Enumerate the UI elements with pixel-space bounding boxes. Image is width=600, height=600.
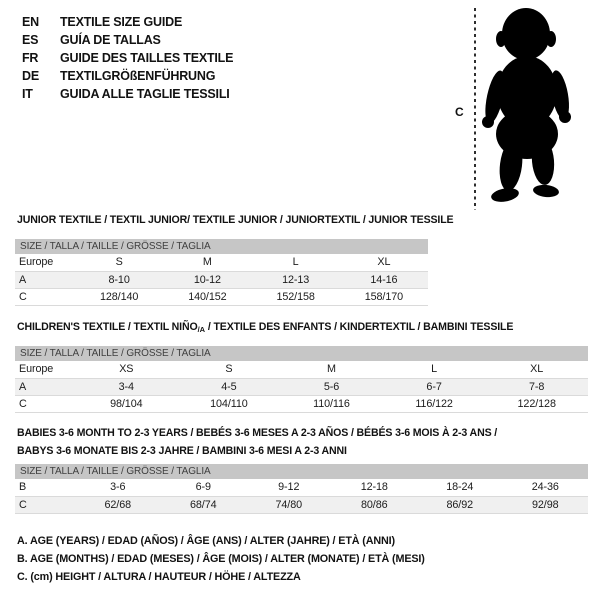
children-table [15, 361, 588, 413]
language-title-list [22, 13, 233, 103]
footnote-age-years: A. AGE (YEARS) / EDAD (AÑOS) / ÂGE (ANS) / ALTER (JAHRE) / ETÀ (ANNI) [17, 535, 395, 547]
children-size-table [15, 346, 588, 413]
size-cell: M [327, 363, 336, 376]
junior-size-header-bar: SIZE / TALLA / TAILLE / GRÖSSE / TAGLIA [15, 239, 428, 254]
value-cell: 9-12 [278, 481, 300, 494]
language-code: ES [22, 33, 39, 47]
table-row-height [15, 395, 588, 412]
value-cell: 6-7 [426, 380, 442, 393]
footnote-height-cm: C. (cm) HEIGHT / ALTURA / HAUTEUR / HÖHE / ALTEZZA [17, 571, 301, 583]
value-cell: 86/92 [446, 498, 474, 511]
value-cell: 14-16 [370, 273, 398, 286]
language-code: EN [22, 15, 39, 29]
babies-size-table [15, 464, 588, 514]
value-cell: 24-36 [531, 481, 559, 494]
row-label: B [19, 481, 27, 494]
children-title-rest: / TEXTILE DES ENFANTS / KINDERTEXTIL / BAMBINI TESSILE [205, 321, 514, 333]
size-cell: XL [377, 256, 391, 269]
table-row-age [15, 271, 428, 288]
value-cell: 152/158 [276, 290, 315, 303]
language-title: GUIDE DES TAILLES TEXTILE [60, 51, 234, 65]
language-row-it [22, 85, 233, 103]
language-title: GUÍA DE TALLAS [60, 33, 161, 47]
value-cell: 6-9 [195, 481, 211, 494]
value-cell: 110/116 [313, 397, 350, 410]
table-row-age-months [15, 479, 588, 496]
children-title-main: CHILDREN'S TEXTILE / TEXTIL NIÑO [17, 321, 198, 333]
size-cell: M [202, 256, 212, 269]
language-code: IT [22, 87, 33, 101]
value-cell: 3-6 [110, 481, 126, 494]
value-cell: 3-4 [118, 380, 134, 393]
value-cell: 7-8 [529, 380, 545, 393]
value-cell: 12-18 [360, 481, 388, 494]
value-cell: 140/152 [188, 290, 227, 303]
value-cell: 80/86 [360, 498, 388, 511]
babies-table [15, 479, 588, 514]
value-cell: 62/68 [104, 498, 132, 511]
row-label: C [19, 290, 27, 303]
value-cell: 5-6 [323, 380, 340, 393]
value-cell: 18-24 [446, 481, 474, 494]
value-cell: 92/98 [531, 498, 559, 511]
language-row-en [22, 13, 233, 31]
row-label: Europe [19, 256, 54, 269]
height-measure-dotted-line [474, 8, 476, 210]
table-row-height [15, 496, 588, 513]
row-label: A [19, 380, 27, 393]
row-label: A [19, 273, 27, 286]
language-code: FR [22, 51, 39, 65]
babies-section-title [17, 424, 497, 460]
value-cell: 158/170 [364, 290, 404, 303]
value-cell: 122/128 [517, 397, 556, 410]
footnote-age-months: B. AGE (MONTHS) / EDAD (MESES) / ÂGE (MOIS) / ALTER (MONATE) / ETÀ (MESI) [17, 553, 425, 565]
children-section-title [17, 321, 513, 334]
row-label: C [19, 397, 27, 410]
size-cell: S [225, 363, 233, 376]
size-cell: XL [530, 363, 544, 376]
value-cell: 104/110 [210, 397, 248, 410]
value-cell: 8-10 [108, 273, 130, 286]
language-title: GUIDA ALLE TAGLIE TESSILI [60, 87, 230, 101]
row-label: Europe [19, 363, 54, 376]
language-code: DE [22, 69, 39, 83]
value-cell: 68/74 [189, 498, 217, 511]
value-cell: 10-12 [193, 273, 221, 286]
value-cell: 128/140 [99, 290, 139, 303]
language-row-fr [22, 49, 233, 67]
language-title: TEXTILE SIZE GUIDE [60, 15, 183, 29]
size-cell: S [115, 256, 123, 269]
junior-table [15, 254, 428, 306]
table-row-europe [15, 254, 428, 271]
value-cell: 74/80 [275, 498, 303, 511]
table-row-europe [15, 361, 588, 378]
language-title: TEXTILGRÖßENFÜHRUNG [60, 69, 216, 83]
language-row-de [22, 67, 233, 85]
babies-title-line1: BABIES 3-6 MONTH TO 2-3 YEARS / BEBÉS 3-6 MESES A 2-3 AÑOS / BÉBÉS 3-6 MOIS À 2-3 ANS / [17, 427, 498, 439]
table-row-age [15, 378, 588, 395]
value-cell: 4-5 [221, 380, 237, 393]
value-cell: 12-13 [282, 273, 310, 286]
height-measure-label: C [455, 105, 464, 119]
value-cell: 116/122 [415, 397, 453, 410]
size-cell: XS [119, 363, 134, 376]
babies-size-header-bar: SIZE / TALLA / TAILLE / GRÖSSE / TAGLIA [15, 464, 588, 479]
junior-section-title: JUNIOR TEXTILE / TEXTIL JUNIOR/ TEXTILE JUNIOR / JUNIORTEXTIL / JUNIOR TESSILE [17, 214, 454, 226]
language-row-es [22, 31, 233, 49]
row-label: C [19, 498, 27, 511]
value-cell: 98/104 [110, 397, 143, 410]
babies-title-line2: BABYS 3-6 MONATE BIS 2-3 JAHRE / BAMBINI 3-6 MESI A 2-3 ANNI [17, 445, 347, 457]
children-size-header-bar: SIZE / TALLA / TAILLE / GRÖSSE / TAGLIA [15, 346, 588, 361]
children-title-subscript: /A [197, 325, 206, 334]
size-cell: L [431, 363, 438, 376]
footnote-legend [17, 535, 425, 589]
toddler-silhouette-image [482, 6, 582, 208]
size-cell: L [292, 256, 299, 269]
table-row-height [15, 288, 428, 305]
junior-size-table [15, 239, 428, 306]
